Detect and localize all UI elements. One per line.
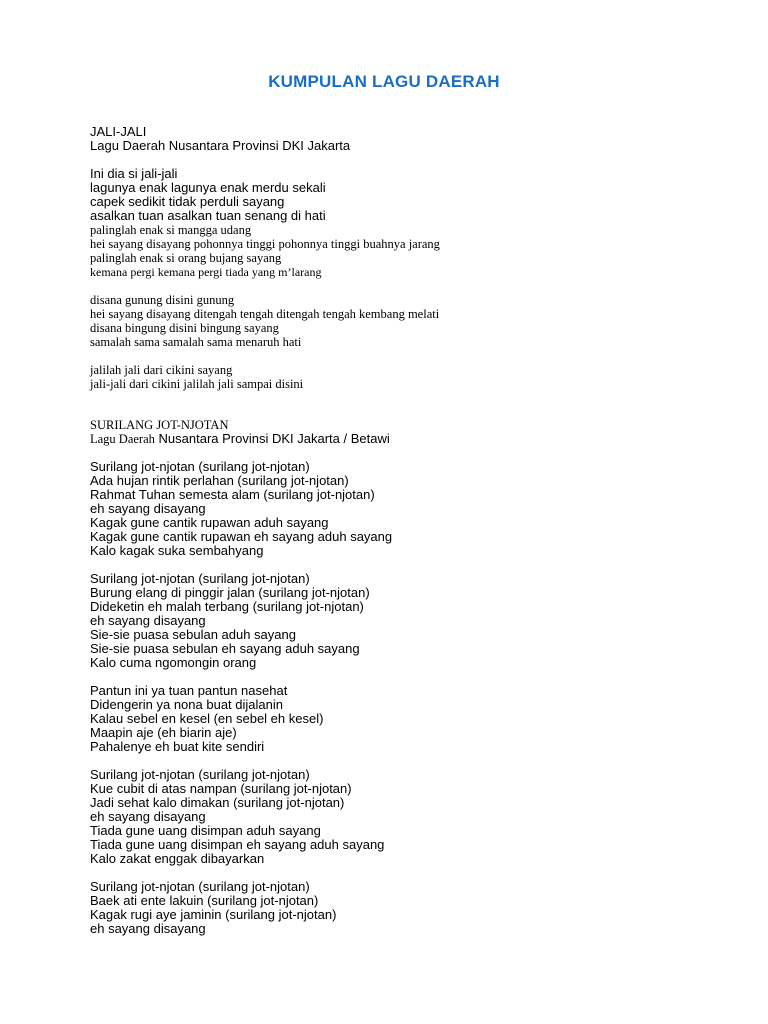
lyric-line: eh sayang disayang xyxy=(90,921,206,936)
lyric-line: Tiada gune uang disimpan eh sayang aduh sayang xyxy=(90,837,385,852)
lyric-line: Dideketin eh malah terbang (surilang jot-njotan) xyxy=(90,599,364,614)
lyric-line: hei sayang disayang pohonnya tinggi pohonnya tinggi buahnya jarang xyxy=(90,237,440,251)
lyric-line: disana bingung disini bingung sayang xyxy=(90,321,279,335)
lyric-line: Kalau sebel en kesel (en sebel eh kesel) xyxy=(90,711,324,726)
lyric-line: palinglah enak si mangga udang xyxy=(90,223,252,237)
lyric-line: Kagak gune cantik rupawan aduh sayang xyxy=(90,515,329,530)
lyric-line: jalilah jali dari cikini sayang xyxy=(90,363,233,377)
lyric-line: eh sayang disayang xyxy=(90,613,206,628)
lyric-line: Surilang jot-njotan (surilang jot-njotan) xyxy=(90,459,310,474)
lyric-line: samalah sama samalah sama menaruh hati xyxy=(90,335,302,349)
lyric-line: asalkan tuan asalkan tuan senang di hati xyxy=(90,208,326,223)
lyric-line: Kue cubit di atas nampan (surilang jot-njotan) xyxy=(90,781,352,796)
lyric-line: Sie-sie puasa sebulan aduh sayang xyxy=(90,627,296,642)
lyric-line: Kalo cuma ngomongin orang xyxy=(90,655,257,670)
lyric-line: Surilang jot-njotan (surilang jot-njotan) xyxy=(90,879,310,894)
subtitle-part-serif: Lagu Daerah xyxy=(90,432,155,446)
lyric-line: Ada hujan rintik perlahan (surilang jot-njotan) xyxy=(90,473,349,488)
lyric-line: lagunya enak lagunya enak merdu sekali xyxy=(90,180,326,195)
lyric-line: Baek ati ente lakuin (surilang jot-njotan) xyxy=(90,893,319,908)
lyric-line: Ini dia si jali-jali xyxy=(90,166,178,181)
lyric-line: Didengerin ya nona buat dijalanin xyxy=(90,697,283,712)
lyric-line: disana gunung disini gunung xyxy=(90,293,235,307)
lyric-line: eh sayang disayang xyxy=(90,501,206,516)
lyric-line: capek sedikit tidak perduli sayang xyxy=(90,194,285,209)
lyric-line: hei sayang disayang ditengah tengah ditengah tengah kembang melati xyxy=(90,307,440,321)
lyric-line: Surilang jot-njotan (surilang jot-njotan) xyxy=(90,767,310,782)
subtitle-part-sans: Nusantara Provinsi DKI Jakarta / Betawi xyxy=(154,431,390,446)
song-title-surilang: SURILANG JOT-NJOTAN xyxy=(90,418,229,432)
lyric-line: Kalo kagak suka sembahyang xyxy=(90,543,264,558)
song-subtitle-surilang xyxy=(90,432,390,446)
song-subtitle-jali-jali: Lagu Daerah Nusantara Provinsi DKI Jakarta xyxy=(90,138,351,153)
lyric-line: Maapin aje (eh biarin aje) xyxy=(90,725,237,740)
lyric-line: Kalo zakat enggak dibayarkan xyxy=(90,851,265,866)
lyric-line: jali-jali dari cikini jalilah jali sampai disini xyxy=(90,377,304,391)
lyric-line: kemana pergi kemana pergi tiada yang m’larang xyxy=(90,265,322,279)
lyric-line: Sie-sie puasa sebulan eh sayang aduh sayang xyxy=(90,641,360,656)
lyric-line: Jadi sehat kalo dimakan (surilang jot-njotan) xyxy=(90,795,345,810)
lyric-line: Pahalenye eh buat kite sendiri xyxy=(90,739,265,754)
page-title: KUMPULAN LAGU DAERAH xyxy=(268,72,500,91)
lyric-line: Burung elang di pinggir jalan (surilang jot-njotan) xyxy=(90,585,370,600)
lyric-line: Tiada gune uang disimpan aduh sayang xyxy=(90,823,321,838)
lyric-line: palinglah enak si orang bujang sayang xyxy=(90,251,282,265)
lyric-line: Pantun ini ya tuan pantun nasehat xyxy=(90,683,288,698)
lyric-line: Kagak rugi aye jaminin (surilang jot-njotan) xyxy=(90,907,337,922)
lyric-line: Rahmat Tuhan semesta alam (surilang jot-njotan) xyxy=(90,487,375,502)
lyric-line: eh sayang disayang xyxy=(90,809,206,824)
song-title-jali-jali: JALI-JALI xyxy=(90,124,147,139)
lyric-line: Kagak gune cantik rupawan eh sayang aduh sayang xyxy=(90,529,393,544)
lyric-line: Surilang jot-njotan (surilang jot-njotan) xyxy=(90,571,310,586)
